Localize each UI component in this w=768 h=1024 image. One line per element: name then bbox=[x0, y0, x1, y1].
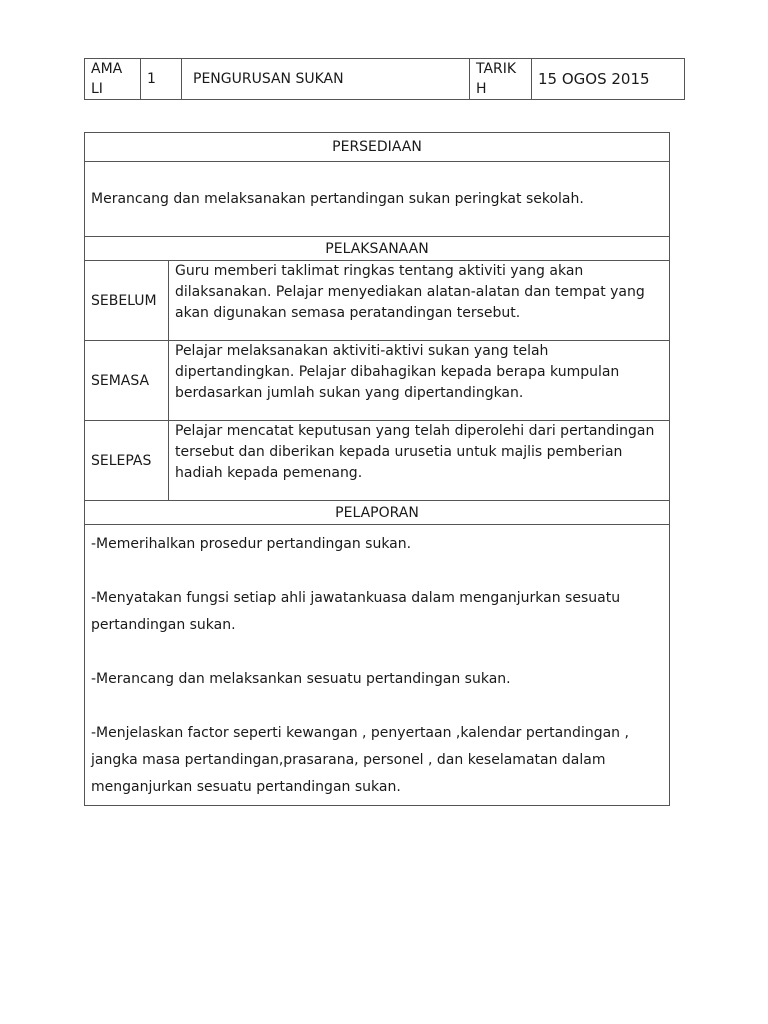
header-table bbox=[84, 58, 685, 100]
pelaksanaan-heading: PELAKSANAAN bbox=[85, 237, 670, 261]
pelaksanaan-row-selepas bbox=[85, 421, 670, 501]
semasa-label: SEMASA bbox=[85, 341, 169, 421]
pelaporan-heading: PELAPORAN bbox=[85, 501, 670, 525]
amali-label-line1: AMA bbox=[91, 61, 123, 77]
semasa-text: Pelajar melaksanakan aktiviti-aktivi sukan yang telah dipertandingkan. Pelajar dibahagikan kepada berapa kumpulan berdasarkan jumlah sukan yang dipertandingkan. bbox=[169, 341, 670, 421]
sebelum-label: SEBELUM bbox=[85, 261, 169, 341]
pelaporan-list bbox=[85, 525, 670, 806]
tarikh-label-line2: H bbox=[476, 81, 487, 97]
amali-number: 1 bbox=[141, 59, 182, 100]
amali-title: PENGURUSAN SUKAN bbox=[182, 59, 470, 100]
pelaporan-item: -Merancang dan melaksankan sesuatu pertandingan sukan. bbox=[91, 671, 511, 687]
sebelum-text: Guru memberi taklimat ringkas tentang aktiviti yang akan dilaksanakan. Pelajar menyediakan alatan-alatan dan tempat yang akan digunakan semasa peratandingan tersebut. bbox=[169, 261, 670, 341]
pelaporan-item: -Memerihalkan prosedur pertandingan sukan. bbox=[91, 536, 412, 552]
main-table bbox=[84, 132, 670, 806]
amali-cell bbox=[85, 59, 141, 100]
selepas-text: Pelajar mencatat keputusan yang telah diperolehi dari pertandingan tersebut dan diberikan kepada urusetia untuk majlis pemberian hadiah kepada pemenang. bbox=[169, 421, 670, 501]
pelaksanaan-row-semasa bbox=[85, 341, 670, 421]
pelaporan-item: -Menyatakan fungsi setiap ahli jawatankuasa dalam menganjurkan sesuatu pertandingan sukan. bbox=[91, 590, 621, 633]
persediaan-text: Merancang dan melaksanakan pertandingan sukan peringkat sekolah. bbox=[85, 162, 670, 237]
tarikh-label-line1: TARIK bbox=[476, 61, 517, 77]
selepas-label: SELEPAS bbox=[85, 421, 169, 501]
amali-label-line2: LI bbox=[91, 81, 103, 97]
tarikh-cell bbox=[470, 59, 532, 100]
date-value: 15 OGOS 2015 bbox=[532, 59, 685, 100]
pelaporan-item: -Menjelaskan factor seperti kewangan , penyertaan ,kalendar pertandingan , jangka masa pertandingan,prasarana, personel , dan keselamatan dalam menganjurkan sesuatu pertandingan sukan. bbox=[91, 725, 629, 795]
persediaan-heading: PERSEDIAAN bbox=[85, 133, 670, 162]
pelaksanaan-row-sebelum bbox=[85, 261, 670, 341]
